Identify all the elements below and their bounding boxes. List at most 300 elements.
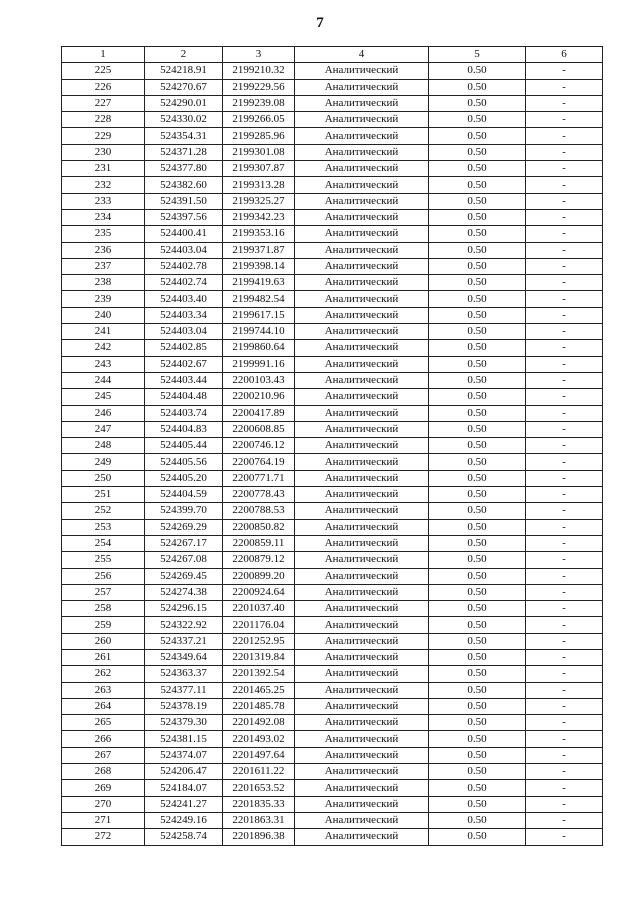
note-cell: -: [526, 470, 603, 486]
point-number-cell: 268: [62, 764, 145, 780]
x-coordinate-cell: 524405.56: [145, 454, 223, 470]
table-row: [62, 829, 603, 845]
accuracy-cell: 0.50: [429, 601, 526, 617]
table-row: [62, 324, 603, 340]
note-cell: -: [526, 454, 603, 470]
x-coordinate-cell: 524403.34: [145, 307, 223, 323]
y-coordinate-cell: 2199342.23: [223, 209, 295, 225]
note-cell: -: [526, 747, 603, 763]
x-coordinate-cell: 524403.04: [145, 242, 223, 258]
method-cell: Аналитический: [295, 128, 429, 144]
method-cell: Аналитический: [295, 161, 429, 177]
point-number-cell: 231: [62, 161, 145, 177]
y-coordinate-cell: 2199210.32: [223, 63, 295, 79]
note-cell: -: [526, 372, 603, 388]
accuracy-cell: 0.50: [429, 226, 526, 242]
point-number-cell: 240: [62, 307, 145, 323]
point-number-cell: 228: [62, 112, 145, 128]
method-cell: Аналитический: [295, 715, 429, 731]
point-number-cell: 272: [62, 829, 145, 845]
x-coordinate-cell: 524296.15: [145, 601, 223, 617]
note-cell: -: [526, 617, 603, 633]
note-cell: -: [526, 291, 603, 307]
method-cell: Аналитический: [295, 584, 429, 600]
accuracy-cell: 0.50: [429, 470, 526, 486]
note-cell: -: [526, 356, 603, 372]
method-cell: Аналитический: [295, 95, 429, 111]
note-cell: -: [526, 128, 603, 144]
y-coordinate-cell: 2201319.84: [223, 649, 295, 665]
method-cell: Аналитический: [295, 649, 429, 665]
note-cell: -: [526, 633, 603, 649]
point-number-cell: 243: [62, 356, 145, 372]
y-coordinate-cell: 2200778.43: [223, 487, 295, 503]
table-row: [62, 144, 603, 160]
method-cell: Аналитический: [295, 764, 429, 780]
method-cell: Аналитический: [295, 503, 429, 519]
accuracy-cell: 0.50: [429, 291, 526, 307]
note-cell: -: [526, 487, 603, 503]
point-number-cell: 251: [62, 487, 145, 503]
point-number-cell: 245: [62, 389, 145, 405]
y-coordinate-cell: 2199307.87: [223, 161, 295, 177]
accuracy-cell: 0.50: [429, 405, 526, 421]
y-coordinate-cell: 2200764.19: [223, 454, 295, 470]
y-coordinate-cell: 2199744.10: [223, 324, 295, 340]
x-coordinate-cell: 524404.59: [145, 487, 223, 503]
table-row: [62, 275, 603, 291]
accuracy-cell: 0.50: [429, 666, 526, 682]
method-cell: Аналитический: [295, 324, 429, 340]
method-cell: Аналитический: [295, 372, 429, 388]
point-number-cell: 226: [62, 79, 145, 95]
note-cell: -: [526, 79, 603, 95]
accuracy-cell: 0.50: [429, 796, 526, 812]
method-cell: Аналитический: [295, 682, 429, 698]
point-number-cell: 264: [62, 698, 145, 714]
method-cell: Аналитический: [295, 829, 429, 845]
y-coordinate-cell: 2199229.56: [223, 79, 295, 95]
point-number-cell: 263: [62, 682, 145, 698]
note-cell: -: [526, 340, 603, 356]
table-header-row: [62, 47, 603, 63]
method-cell: Аналитический: [295, 780, 429, 796]
method-cell: Аналитический: [295, 356, 429, 372]
x-coordinate-cell: 524403.04: [145, 324, 223, 340]
table-row: [62, 764, 603, 780]
accuracy-cell: 0.50: [429, 421, 526, 437]
method-cell: Аналитический: [295, 275, 429, 291]
table-row: [62, 487, 603, 503]
accuracy-cell: 0.50: [429, 715, 526, 731]
note-cell: -: [526, 682, 603, 698]
point-number-cell: 260: [62, 633, 145, 649]
x-coordinate-cell: 524382.60: [145, 177, 223, 193]
method-cell: Аналитический: [295, 601, 429, 617]
table-row: [62, 242, 603, 258]
x-coordinate-cell: 524397.56: [145, 209, 223, 225]
point-number-cell: 225: [62, 63, 145, 79]
table-row: [62, 258, 603, 274]
method-cell: Аналитический: [295, 340, 429, 356]
table-row: [62, 193, 603, 209]
point-number-cell: 237: [62, 258, 145, 274]
table-row: [62, 112, 603, 128]
table-row: [62, 633, 603, 649]
table-row: [62, 715, 603, 731]
column-header: 3: [223, 47, 295, 63]
point-number-cell: 256: [62, 568, 145, 584]
note-cell: -: [526, 275, 603, 291]
y-coordinate-cell: 2199482.54: [223, 291, 295, 307]
method-cell: Аналитический: [295, 63, 429, 79]
x-coordinate-cell: 524269.29: [145, 519, 223, 535]
x-coordinate-cell: 524405.44: [145, 438, 223, 454]
accuracy-cell: 0.50: [429, 764, 526, 780]
accuracy-cell: 0.50: [429, 731, 526, 747]
x-coordinate-cell: 524218.91: [145, 63, 223, 79]
y-coordinate-cell: 2199991.16: [223, 356, 295, 372]
point-number-cell: 249: [62, 454, 145, 470]
accuracy-cell: 0.50: [429, 209, 526, 225]
y-coordinate-cell: 2201497.64: [223, 747, 295, 763]
y-coordinate-cell: 2200608.85: [223, 421, 295, 437]
point-number-cell: 236: [62, 242, 145, 258]
accuracy-cell: 0.50: [429, 584, 526, 600]
x-coordinate-cell: 524349.64: [145, 649, 223, 665]
y-coordinate-cell: 2199325.27: [223, 193, 295, 209]
x-coordinate-cell: 524290.01: [145, 95, 223, 111]
y-coordinate-cell: 2201896.38: [223, 829, 295, 845]
accuracy-cell: 0.50: [429, 63, 526, 79]
x-coordinate-cell: 524371.28: [145, 144, 223, 160]
x-coordinate-cell: 524403.40: [145, 291, 223, 307]
method-cell: Аналитический: [295, 747, 429, 763]
table-row: [62, 698, 603, 714]
method-cell: Аналитический: [295, 633, 429, 649]
point-number-cell: 238: [62, 275, 145, 291]
method-cell: Аналитический: [295, 731, 429, 747]
x-coordinate-cell: 524363.37: [145, 666, 223, 682]
point-number-cell: 254: [62, 535, 145, 551]
table-row: [62, 128, 603, 144]
x-coordinate-cell: 524404.48: [145, 389, 223, 405]
accuracy-cell: 0.50: [429, 698, 526, 714]
note-cell: -: [526, 780, 603, 796]
point-number-cell: 234: [62, 209, 145, 225]
x-coordinate-cell: 524402.85: [145, 340, 223, 356]
note-cell: -: [526, 209, 603, 225]
accuracy-cell: 0.50: [429, 324, 526, 340]
x-coordinate-cell: 524267.08: [145, 552, 223, 568]
accuracy-cell: 0.50: [429, 503, 526, 519]
method-cell: Аналитический: [295, 535, 429, 551]
point-number-cell: 233: [62, 193, 145, 209]
method-cell: Аналитический: [295, 291, 429, 307]
note-cell: -: [526, 144, 603, 160]
note-cell: -: [526, 829, 603, 845]
y-coordinate-cell: 2201835.33: [223, 796, 295, 812]
note-cell: -: [526, 405, 603, 421]
x-coordinate-cell: 524377.80: [145, 161, 223, 177]
coordinates-table: [61, 46, 603, 846]
y-coordinate-cell: 2200859.11: [223, 535, 295, 551]
accuracy-cell: 0.50: [429, 617, 526, 633]
point-number-cell: 242: [62, 340, 145, 356]
note-cell: -: [526, 95, 603, 111]
y-coordinate-cell: 2201465.25: [223, 682, 295, 698]
table-row: [62, 177, 603, 193]
method-cell: Аналитический: [295, 258, 429, 274]
point-number-cell: 261: [62, 649, 145, 665]
column-header: 4: [295, 47, 429, 63]
table-row: [62, 79, 603, 95]
note-cell: -: [526, 519, 603, 535]
note-cell: -: [526, 568, 603, 584]
method-cell: Аналитический: [295, 666, 429, 682]
point-number-cell: 250: [62, 470, 145, 486]
method-cell: Аналитический: [295, 438, 429, 454]
method-cell: Аналитический: [295, 193, 429, 209]
y-coordinate-cell: 2199371.87: [223, 242, 295, 258]
note-cell: -: [526, 438, 603, 454]
y-coordinate-cell: 2200417.89: [223, 405, 295, 421]
table-row: [62, 584, 603, 600]
x-coordinate-cell: 524402.67: [145, 356, 223, 372]
note-cell: -: [526, 812, 603, 828]
column-header: 2: [145, 47, 223, 63]
accuracy-cell: 0.50: [429, 633, 526, 649]
accuracy-cell: 0.50: [429, 535, 526, 551]
y-coordinate-cell: 2200103.43: [223, 372, 295, 388]
accuracy-cell: 0.50: [429, 372, 526, 388]
note-cell: -: [526, 242, 603, 258]
y-coordinate-cell: 2201392.54: [223, 666, 295, 682]
x-coordinate-cell: 524391.50: [145, 193, 223, 209]
table-row: [62, 682, 603, 698]
note-cell: -: [526, 535, 603, 551]
point-number-cell: 253: [62, 519, 145, 535]
point-number-cell: 262: [62, 666, 145, 682]
x-coordinate-cell: 524404.83: [145, 421, 223, 437]
point-number-cell: 257: [62, 584, 145, 600]
note-cell: -: [526, 193, 603, 209]
method-cell: Аналитический: [295, 812, 429, 828]
accuracy-cell: 0.50: [429, 438, 526, 454]
y-coordinate-cell: 2199285.96: [223, 128, 295, 144]
note-cell: -: [526, 731, 603, 747]
y-coordinate-cell: 2199239.08: [223, 95, 295, 111]
y-coordinate-cell: 2199860.64: [223, 340, 295, 356]
note-cell: -: [526, 177, 603, 193]
accuracy-cell: 0.50: [429, 275, 526, 291]
table-row: [62, 356, 603, 372]
point-number-cell: 235: [62, 226, 145, 242]
table-row: [62, 568, 603, 584]
accuracy-cell: 0.50: [429, 812, 526, 828]
accuracy-cell: 0.50: [429, 79, 526, 95]
y-coordinate-cell: 2201653.52: [223, 780, 295, 796]
point-number-cell: 271: [62, 812, 145, 828]
note-cell: -: [526, 698, 603, 714]
table-row: [62, 454, 603, 470]
table-row: [62, 291, 603, 307]
y-coordinate-cell: 2201492.08: [223, 715, 295, 731]
note-cell: -: [526, 421, 603, 437]
table-row: [62, 519, 603, 535]
y-coordinate-cell: 2200788.53: [223, 503, 295, 519]
point-number-cell: 241: [62, 324, 145, 340]
table-row: [62, 63, 603, 79]
x-coordinate-cell: 524377.11: [145, 682, 223, 698]
y-coordinate-cell: 2200210.96: [223, 389, 295, 405]
method-cell: Аналитический: [295, 112, 429, 128]
x-coordinate-cell: 524381.15: [145, 731, 223, 747]
x-coordinate-cell: 524249.16: [145, 812, 223, 828]
accuracy-cell: 0.50: [429, 454, 526, 470]
y-coordinate-cell: 2199617.15: [223, 307, 295, 323]
y-coordinate-cell: 2199419.63: [223, 275, 295, 291]
note-cell: -: [526, 258, 603, 274]
y-coordinate-cell: 2201863.31: [223, 812, 295, 828]
table-row: [62, 307, 603, 323]
table-row: [62, 405, 603, 421]
table-row: [62, 503, 603, 519]
note-cell: -: [526, 324, 603, 340]
accuracy-cell: 0.50: [429, 780, 526, 796]
point-number-cell: 232: [62, 177, 145, 193]
accuracy-cell: 0.50: [429, 340, 526, 356]
note-cell: -: [526, 112, 603, 128]
point-number-cell: 244: [62, 372, 145, 388]
x-coordinate-cell: 524354.31: [145, 128, 223, 144]
y-coordinate-cell: 2200850.82: [223, 519, 295, 535]
accuracy-cell: 0.50: [429, 389, 526, 405]
x-coordinate-cell: 524374.07: [145, 747, 223, 763]
y-coordinate-cell: 2200746.12: [223, 438, 295, 454]
y-coordinate-cell: 2199398.14: [223, 258, 295, 274]
y-coordinate-cell: 2199353.16: [223, 226, 295, 242]
point-number-cell: 258: [62, 601, 145, 617]
table-row: [62, 340, 603, 356]
table-row: [62, 161, 603, 177]
table-body: [62, 63, 603, 845]
method-cell: Аналитический: [295, 487, 429, 503]
table-row: [62, 389, 603, 405]
method-cell: Аналитический: [295, 177, 429, 193]
point-number-cell: 248: [62, 438, 145, 454]
point-number-cell: 267: [62, 747, 145, 763]
x-coordinate-cell: 524402.78: [145, 258, 223, 274]
x-coordinate-cell: 524399.70: [145, 503, 223, 519]
table-row: [62, 666, 603, 682]
note-cell: -: [526, 552, 603, 568]
y-coordinate-cell: 2200924.64: [223, 584, 295, 600]
point-number-cell: 266: [62, 731, 145, 747]
y-coordinate-cell: 2199266.05: [223, 112, 295, 128]
column-header: 5: [429, 47, 526, 63]
table-row: [62, 649, 603, 665]
table-row: [62, 95, 603, 111]
note-cell: -: [526, 796, 603, 812]
note-cell: -: [526, 666, 603, 682]
point-number-cell: 229: [62, 128, 145, 144]
accuracy-cell: 0.50: [429, 177, 526, 193]
accuracy-cell: 0.50: [429, 829, 526, 845]
accuracy-cell: 0.50: [429, 112, 526, 128]
accuracy-cell: 0.50: [429, 552, 526, 568]
y-coordinate-cell: 2201037.40: [223, 601, 295, 617]
method-cell: Аналитический: [295, 796, 429, 812]
x-coordinate-cell: 524274.38: [145, 584, 223, 600]
table-row: [62, 747, 603, 763]
accuracy-cell: 0.50: [429, 242, 526, 258]
method-cell: Аналитический: [295, 209, 429, 225]
point-number-cell: 247: [62, 421, 145, 437]
note-cell: -: [526, 307, 603, 323]
column-header: 1: [62, 47, 145, 63]
point-number-cell: 255: [62, 552, 145, 568]
point-number-cell: 230: [62, 144, 145, 160]
x-coordinate-cell: 524241.27: [145, 796, 223, 812]
x-coordinate-cell: 524269.45: [145, 568, 223, 584]
table-row: [62, 535, 603, 551]
table-row: [62, 209, 603, 225]
method-cell: Аналитический: [295, 454, 429, 470]
note-cell: -: [526, 584, 603, 600]
table-row: [62, 780, 603, 796]
y-coordinate-cell: 2200899.20: [223, 568, 295, 584]
table-row: [62, 470, 603, 486]
x-coordinate-cell: 524402.74: [145, 275, 223, 291]
accuracy-cell: 0.50: [429, 307, 526, 323]
note-cell: -: [526, 764, 603, 780]
accuracy-cell: 0.50: [429, 193, 526, 209]
y-coordinate-cell: 2200771.71: [223, 470, 295, 486]
table-row: [62, 438, 603, 454]
x-coordinate-cell: 524330.02: [145, 112, 223, 128]
point-number-cell: 270: [62, 796, 145, 812]
method-cell: Аналитический: [295, 226, 429, 242]
x-coordinate-cell: 524184.07: [145, 780, 223, 796]
y-coordinate-cell: 2201611.22: [223, 764, 295, 780]
x-coordinate-cell: 524337.21: [145, 633, 223, 649]
method-cell: Аналитический: [295, 389, 429, 405]
accuracy-cell: 0.50: [429, 258, 526, 274]
accuracy-cell: 0.50: [429, 649, 526, 665]
y-coordinate-cell: 2201485.78: [223, 698, 295, 714]
x-coordinate-cell: 524206.47: [145, 764, 223, 780]
table-row: [62, 372, 603, 388]
accuracy-cell: 0.50: [429, 356, 526, 372]
x-coordinate-cell: 524322.92: [145, 617, 223, 633]
x-coordinate-cell: 524270.67: [145, 79, 223, 95]
point-number-cell: 265: [62, 715, 145, 731]
y-coordinate-cell: 2201176.04: [223, 617, 295, 633]
accuracy-cell: 0.50: [429, 487, 526, 503]
method-cell: Аналитический: [295, 79, 429, 95]
x-coordinate-cell: 524378.19: [145, 698, 223, 714]
x-coordinate-cell: 524379.30: [145, 715, 223, 731]
method-cell: Аналитический: [295, 552, 429, 568]
note-cell: -: [526, 601, 603, 617]
x-coordinate-cell: 524267.17: [145, 535, 223, 551]
note-cell: -: [526, 161, 603, 177]
table-row: [62, 421, 603, 437]
point-number-cell: 227: [62, 95, 145, 111]
accuracy-cell: 0.50: [429, 144, 526, 160]
accuracy-cell: 0.50: [429, 519, 526, 535]
